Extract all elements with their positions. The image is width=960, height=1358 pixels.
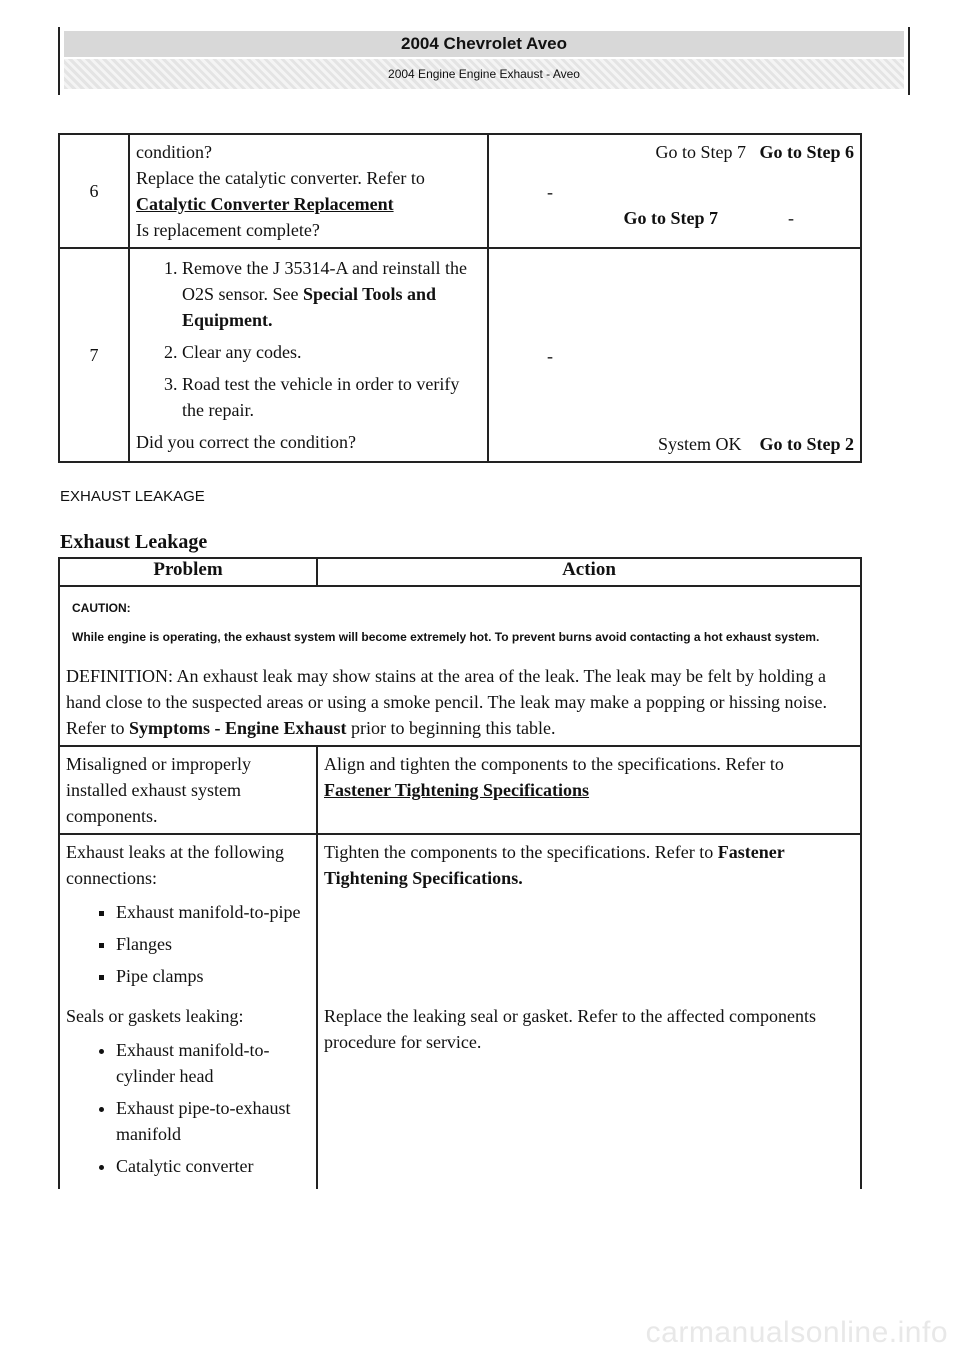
list-item: 1. Remove the J 35314-A and reinstall the O2S sensor. See Special Tools and Equipment. [182,255,481,333]
catalytic-converter-link[interactable]: Catalytic Converter Replacement [136,194,394,214]
caution-title: CAUTION: [72,601,131,615]
diagnostic-steps-table [58,133,862,463]
action-cell: Align and tighten the components to the specifications. Refer to Fastener Tightening Specifications [317,746,861,834]
special-tools-link[interactable]: Special Tools and Equipment. [182,284,437,330]
watermark: carmanualsonline.info [645,1316,948,1349]
document-title: 2004 Chevrolet Aveo [64,31,904,57]
action-cell: Tighten the components to the specifications. Refer to Fastener Tightening Specifications. [317,834,861,999]
list-item: ▪ Pipe clamps [116,963,310,989]
intro-row [59,586,861,746]
problem-cell: Misaligned or improperly installed exhaust system components. [59,746,317,834]
action-question: Is replacement complete? [136,220,320,240]
definition-text: DEFINITION: An exhaust leak may show stains at the area of the leak. The leak may be felt by holding a hand close to the suspected areas or using a smoke pencil. The leak may make a popping or hissing noise. Refer to Symptoms - Engine Exhaust prior to beginning this table. [66,666,827,738]
list-item: ▪ Flanges [116,931,310,957]
intro-cell [59,586,861,746]
yes-no-row: Go to Step 7 - [623,208,794,228]
page-header [58,27,910,95]
step-list [136,255,481,423]
column-header-action: Action [317,558,861,586]
value-cell: - [547,182,553,202]
step-values [488,248,861,462]
table-row [59,834,861,999]
document-subtitle: 2004 Engine Engine Exhaust - Aveo [64,59,904,89]
column-header-problem: Problem [59,558,317,586]
section-heading: EXHAUST LEAKAGE [60,488,205,505]
question-tail: condition? [136,142,212,162]
list-item: ▪ Exhaust manifold-to-pipe [116,899,310,925]
list-item: 3. Road test the vehicle in order to verify the repair. [182,371,481,423]
table-row [59,746,861,834]
list-item: • Exhaust manifold-to-cylinder head [116,1037,310,1089]
gasket-list [66,1037,310,1179]
list-item: • Catalytic converter [116,1153,310,1179]
step-question: Did you correct the condition? [136,432,356,452]
caution-text: While engine is operating, the exhaust system will become extremely hot. To prevent burns avoid contacting a hot exhaust system. [72,630,820,644]
table-row [59,999,861,1189]
list-item: • Exhaust pipe-to-exhaust manifold [116,1095,310,1147]
connection-list [66,899,310,989]
step-row-7 [59,248,861,462]
step-action [129,134,488,248]
problem-cell: Seals or gaskets leaking: • Exhaust manifold-to-cylinder head • Exhaust pipe-to-exhaust manifold • Catalytic converter [59,999,317,1189]
step-values [488,134,861,248]
step-action [129,248,488,462]
step-number: 7 [59,248,129,462]
table-title: Exhaust Leakage [60,531,208,553]
fastener-spec-link[interactable]: Fastener Tightening Specifications. [324,842,785,888]
action-cell: Replace the leaking seal or gasket. Refer to the affected components procedure for service. [317,999,861,1189]
list-item: 2. Clear any codes. [182,339,481,365]
fastener-spec-link[interactable]: Fastener Tightening Specifications [324,780,590,800]
step-row-6 [59,134,861,248]
yes-no-row: System OK Go to Step 2 [657,434,854,454]
yes-no-top: Go to Step 7 Go to Step 6 [655,142,854,162]
value-cell: - [547,346,553,366]
problem-cell: Exhaust leaks at the following connections: ▪ Exhaust manifold-to-pipe ▪ Flanges ▪ Pipe clamps [59,834,317,999]
action-text: Replace the catalytic converter. Refer to Catalytic Converter Replacement [136,168,425,214]
step-number: 6 [59,134,129,248]
table-header-row [59,558,861,586]
symptoms-link[interactable]: Symptoms - Engine Exhaust [128,718,347,738]
exhaust-leakage-table [58,557,862,1189]
